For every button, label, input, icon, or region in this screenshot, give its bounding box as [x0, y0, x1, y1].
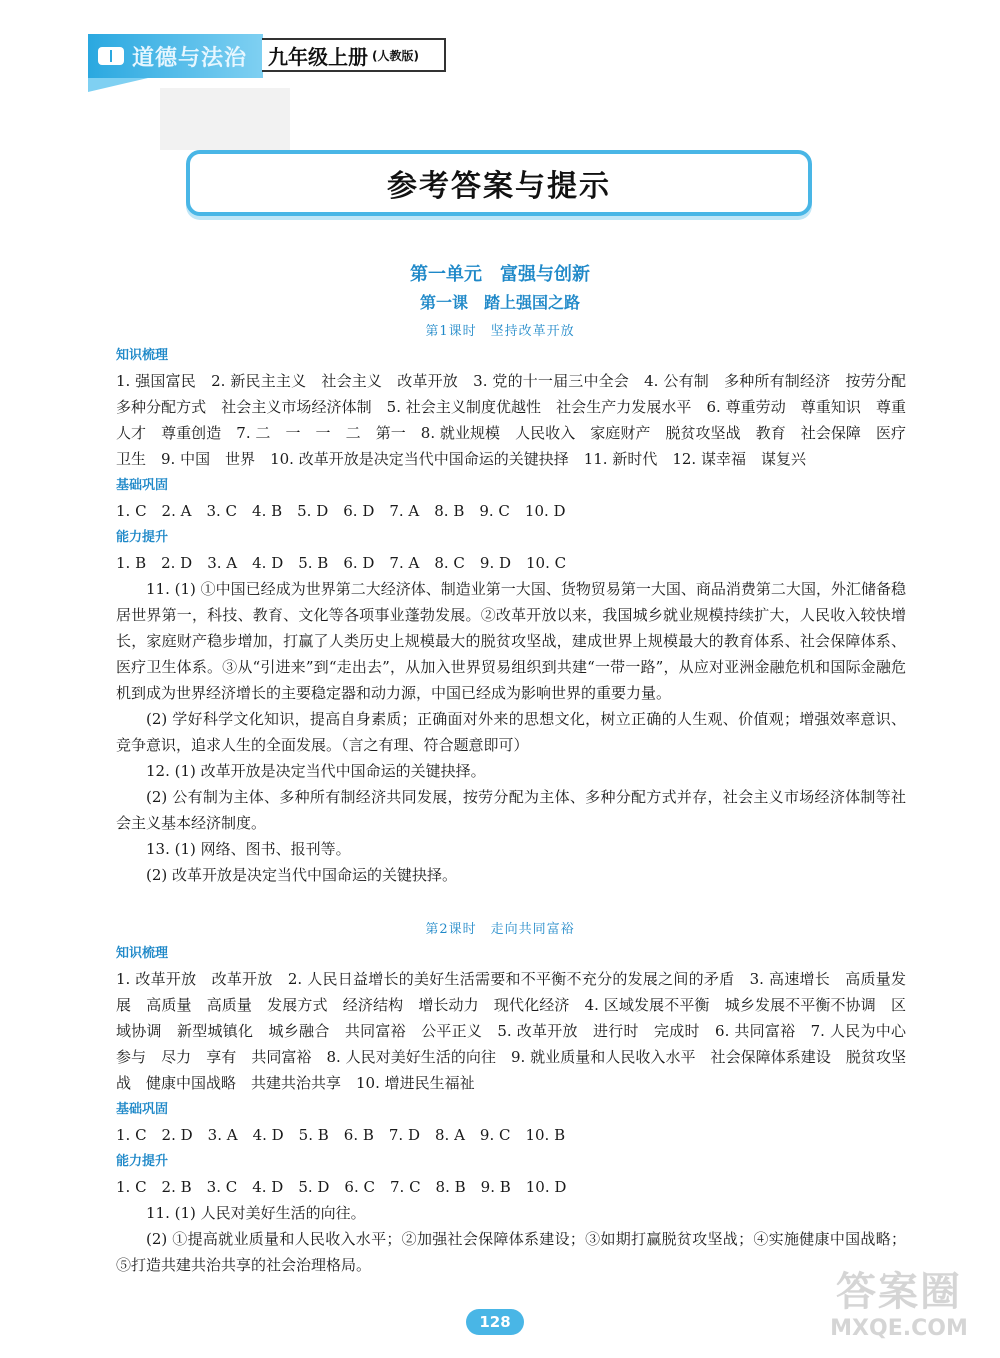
answer-paragraph: 1. B 2. D 3. A 4. D 5. B 6. D 7. A 8. C 9. D 10. C [116, 554, 567, 572]
answer-paragraph: 1. C 2. D 3. A 4. D 5. B 6. B 7. D 8. A 9. C 10. B [116, 1126, 566, 1144]
watermark-bottom: MXQE.COM [830, 1316, 968, 1341]
blank-block [160, 88, 290, 150]
section-heading: 基础巩固 [116, 1102, 169, 1117]
answer-paragraph: (2) 学好科学文化知识，提高自身素质；正确面对外来的思想文化，树立正确的人生观、价值观；增强效率意识、竞争意识，追求人生的全面发展。（言之有理、符合题意即可） [116, 710, 906, 754]
answer-paragraph: 13. (1) 网络、图书、报刊等。 [146, 840, 351, 858]
unit-title: 第一单元 富强与创新 [410, 264, 590, 285]
answer-paragraph: (2) ①提高就业质量和人民收入水平；②加强社会保障体系建设；③如期打赢脱贫攻坚战；④实施健康中国战略；⑤打造共建共治共享的社会治理格局。 [116, 1230, 906, 1274]
section-heading: 基础巩固 [116, 478, 169, 493]
period-title-2: 第2课时 走向共同富裕 [425, 922, 575, 937]
watermark-logo [806, 1268, 992, 1352]
section-heading: 知识梳理 [116, 348, 169, 363]
answer-paragraph: (2) 公有制为主体、多种所有制经济共同发展，按劳分配为主体、多种分配方式并存，社会主义市场经济体制等社会主义基本经济制度。 [116, 788, 906, 832]
answer-paragraph: 12. (1) 改革开放是决定当代中国命运的关键抉择。 [146, 762, 486, 780]
answer-paragraph: 1. C 2. B 3. C 4. D 5. D 6. C 7. C 8. B 9. B 10. D [116, 1178, 567, 1196]
section-heading: 能力提升 [116, 530, 169, 545]
section-1 [116, 342, 922, 888]
period-title-1: 第1课时 坚持改革开放 [425, 324, 575, 339]
section-heading: 能力提升 [116, 1154, 169, 1169]
section-2 [116, 940, 922, 1278]
answer-paragraph: 11. (1) ①中国已经成为世界第二大经济体、制造业第一大国、货物贸易第一大国、商品消费第二大国，外汇储备稳居世界第一，科技、教育、文化等各项事业蓬勃发展。②改革开放以来，我国城乡就业规模持续扩大，人民收入较快增长，家庭财产稳步增加，打赢了人类历史上规模最大的脱贫攻坚战，建成世界上规模最大的教育体系、社会保障体系、医疗卫生体系。③从“引进来”到“走出去”，从加入世界贸易组织到共建“一带一路”，从应对亚洲金融危机和国际金融危机到成为世界经济增长的主要稳定器和动力源，中国已经成为影响世界的重要力量。 [116, 580, 906, 702]
subject-banner [88, 34, 263, 78]
book-icon [98, 47, 124, 65]
section-heading: 知识梳理 [116, 946, 169, 961]
lesson-title: 第一课 踏上强国之路 [419, 293, 580, 312]
answer-paragraph: 1. 改革开放 改革开放 2. 人民日益增长的美好生活需要和不平衡不充分的发展之间的矛盾 3. 高速增长 高质量发展 高质量 高质量 发展方式 经济结构 增长动力 现代化经济 4. 区域发展不平衡 城乡发展不平衡不协调 区域协调 新型城镇化 城乡融合 共同富裕 公平正义 5. 改革开放 进行时 完成时 6. 共同富裕 7. 人民为中心 参与 尽力 享有 共同富裕 8. 人民对美好生活的向往 9. 就业质量和人民收入水平 社会保障体系建设 脱贫攻坚战 健康中国战略 共建共治共享 10. 增进民生福祉 [116, 970, 922, 1092]
answer-paragraph: 1. 强国富民 2. 新民主主义 社会主义 改革开放 3. 党的十一届三中全会 4. 公有制 多种所有制经济 按劳分配 多种分配方式 社会主义市场经济体制 5. 社会主义制度优越性 社会生产力发展水平 6. 尊重劳动 尊重知识 尊重人才 尊重创造 7. 二 一 一 二 第一 8. 就业规模 人民收入 家庭财产 脱贫攻坚战 教育 社会保障 医疗卫生 9. 中国 世界 10. 改革开放是决定当代中国命运的关键抉择 11. 新时代 12. 谋幸福 谋复兴 [116, 372, 922, 468]
banner-tail [88, 78, 148, 92]
page-title: 参考答案与提示 [387, 169, 611, 204]
answer-paragraph: 11. (1) 人民对美好生活的向往。 [146, 1204, 366, 1222]
grade-box [262, 38, 446, 72]
page-number: 128 [466, 1309, 524, 1335]
title-frame [186, 150, 812, 216]
answer-paragraph: 1. C 2. A 3. C 4. B 5. D 6. D 7. A 8. B 9. C 10. D [116, 502, 566, 520]
grade-label: 九年级上册 [268, 44, 368, 69]
watermark-top: 答案圈 [836, 1269, 962, 1315]
subject-label: 道德与法治 [132, 45, 248, 71]
answer-paragraph: (2) 改革开放是决定当代中国命运的关键抉择。 [146, 866, 458, 884]
edition-label: (人教版) [372, 48, 419, 63]
